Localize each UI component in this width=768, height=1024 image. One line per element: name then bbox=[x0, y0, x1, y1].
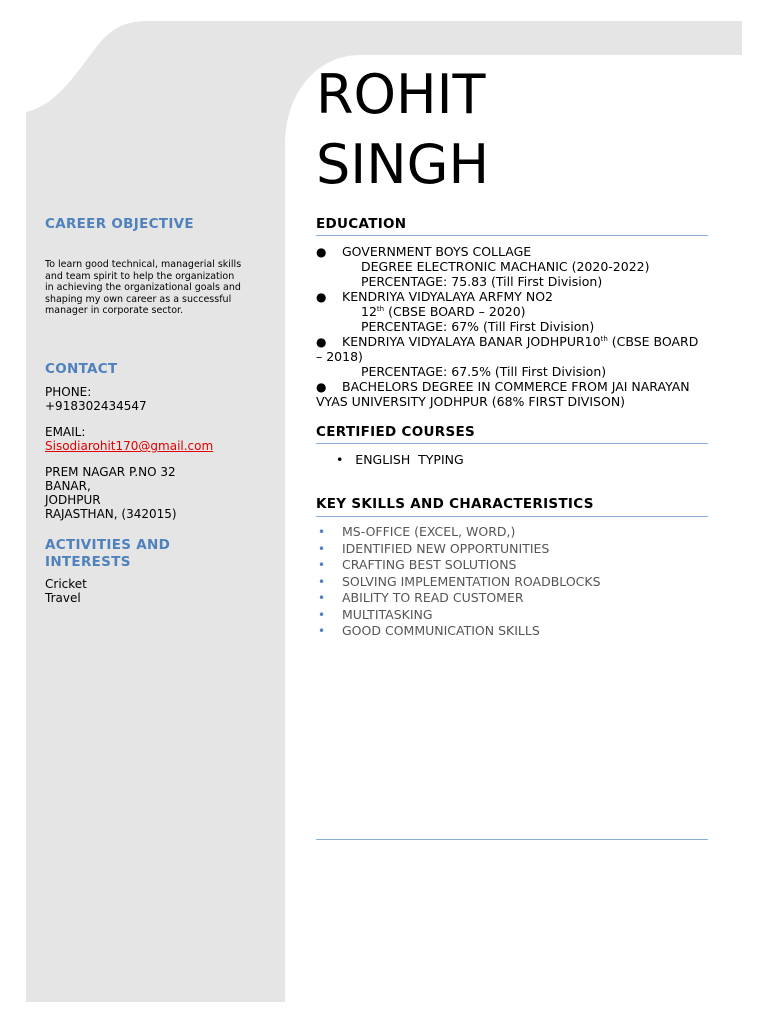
bullet-icon: • bbox=[318, 624, 326, 638]
activities-heading bbox=[45, 537, 170, 571]
bullet-icon: • bbox=[336, 452, 344, 467]
email-label: EMAIL: bbox=[45, 425, 86, 439]
bullet-icon: • bbox=[318, 574, 326, 589]
name-last: SINGH bbox=[316, 133, 490, 196]
course-item bbox=[336, 452, 464, 467]
skills-list bbox=[316, 524, 716, 640]
education-item bbox=[316, 289, 716, 304]
bullet-icon: ● bbox=[316, 380, 327, 394]
bullet-icon: ● bbox=[316, 335, 327, 349]
address-line: JODHPUR bbox=[45, 493, 101, 507]
education-item bbox=[316, 334, 716, 349]
career-line: shaping my own career as a successful bbox=[45, 293, 232, 305]
skill-item bbox=[316, 590, 716, 607]
grade-sup: th bbox=[376, 304, 385, 313]
career-objective-text bbox=[45, 259, 275, 317]
phone-value: +918302434547 bbox=[45, 399, 147, 413]
education-detail: VYAS UNIVERSITY JODHPUR (68% FIRST DIVISON) bbox=[316, 394, 626, 409]
address-line: BANAR, bbox=[45, 479, 91, 493]
skill-label: ABILITY TO READ CUSTOMER bbox=[342, 590, 524, 605]
career-line: and team spirit to help the organization bbox=[45, 270, 235, 282]
board: (CBSE BOARD – 2020) bbox=[384, 304, 526, 319]
title-sup: th bbox=[600, 334, 608, 343]
email-link[interactable]: Sisodiarohit170@gmail.com bbox=[45, 439, 214, 453]
bullet-icon: • bbox=[318, 558, 326, 572]
bottom-rule bbox=[316, 839, 708, 840]
skill-item bbox=[316, 574, 716, 591]
education-list bbox=[316, 244, 716, 409]
skill-item bbox=[316, 541, 716, 558]
grade: 12 bbox=[361, 304, 377, 319]
education-detail bbox=[316, 304, 716, 319]
bullet-icon: ● bbox=[316, 290, 327, 304]
skills-rule bbox=[316, 516, 708, 517]
skill-label: IDENTIFIED NEW OPPORTUNITIES bbox=[342, 540, 550, 556]
education-title: KENDRIYA VIDYALAYA ARFMY NO2 bbox=[342, 289, 554, 304]
education-detail: – 2018) bbox=[316, 349, 363, 364]
contact-heading: CONTACT bbox=[45, 361, 118, 377]
courses-rule bbox=[316, 443, 708, 444]
bullet-icon: • bbox=[318, 525, 326, 539]
bullet-icon: • bbox=[318, 541, 326, 556]
skill-item bbox=[316, 557, 716, 574]
skill-item bbox=[316, 623, 716, 640]
skill-item bbox=[316, 607, 716, 624]
education-rule bbox=[316, 235, 708, 236]
education-detail: DEGREE ELECTRONIC MACHANIC (2020-2022) bbox=[361, 259, 650, 274]
education-title bbox=[342, 334, 716, 349]
course-label: ENGLISH TYPING bbox=[355, 452, 464, 467]
activities-heading-line: ACTIVITIES AND bbox=[45, 537, 171, 553]
bullet-icon: ● bbox=[316, 245, 327, 259]
name-first: ROHIT bbox=[316, 63, 486, 126]
skill-label: MS-OFFICE (EXCEL, WORD,) bbox=[342, 524, 516, 539]
skill-item bbox=[316, 524, 716, 541]
courses-heading: CERTIFIED COURSES bbox=[316, 424, 476, 440]
career-line: To learn good technical, managerial skills bbox=[45, 259, 242, 270]
career-line: in achieving the organizational goals and bbox=[45, 282, 241, 294]
education-detail: PERCENTAGE: 75.83 (Till First Division) bbox=[361, 274, 603, 289]
address-line: PREM NAGAR P.NO 32 bbox=[45, 465, 176, 479]
title-part: KENDRIYA VIDYALAYA BANAR JODHPUR10 bbox=[342, 334, 601, 349]
contact-block bbox=[45, 385, 213, 521]
title-part: (CBSE BOARD bbox=[607, 334, 699, 349]
education-title: GOVERNMENT BOYS COLLAGE bbox=[342, 244, 532, 259]
career-line: manager in corporate sector. bbox=[45, 305, 184, 317]
skills-heading: KEY SKILLS AND CHARACTERISTICS bbox=[316, 496, 594, 512]
career-objective-heading: CAREER OBJECTIVE bbox=[45, 216, 194, 232]
skill-label: MULTITASKING bbox=[342, 606, 433, 622]
education-title: BACHELORS DEGREE IN COMMERCE FROM JAI NARAYAN bbox=[342, 379, 690, 394]
activities-heading-line: INTERESTS bbox=[45, 554, 131, 570]
activities-list bbox=[45, 577, 87, 605]
education-detail: PERCENTAGE: 67.5% (Till First Division) bbox=[361, 364, 607, 379]
activity-item: Travel bbox=[45, 591, 81, 605]
address-line: RAJASTHAN, (342015) bbox=[45, 507, 177, 521]
activity-item: Cricket bbox=[45, 577, 87, 591]
education-heading: EDUCATION bbox=[316, 216, 407, 232]
skill-label: GOOD COMMUNICATION SKILLS bbox=[342, 623, 540, 638]
phone-label: PHONE: bbox=[45, 385, 92, 399]
education-item bbox=[316, 379, 716, 394]
bullet-icon: • bbox=[318, 591, 326, 605]
education-item bbox=[316, 244, 716, 259]
bullet-icon: • bbox=[318, 607, 326, 622]
skill-label: CRAFTING BEST SOLUTIONS bbox=[342, 557, 517, 572]
education-detail: PERCENTAGE: 67% (Till First Division) bbox=[361, 319, 595, 334]
skill-label: SOLVING IMPLEMENTATION ROADBLOCKS bbox=[342, 573, 601, 589]
